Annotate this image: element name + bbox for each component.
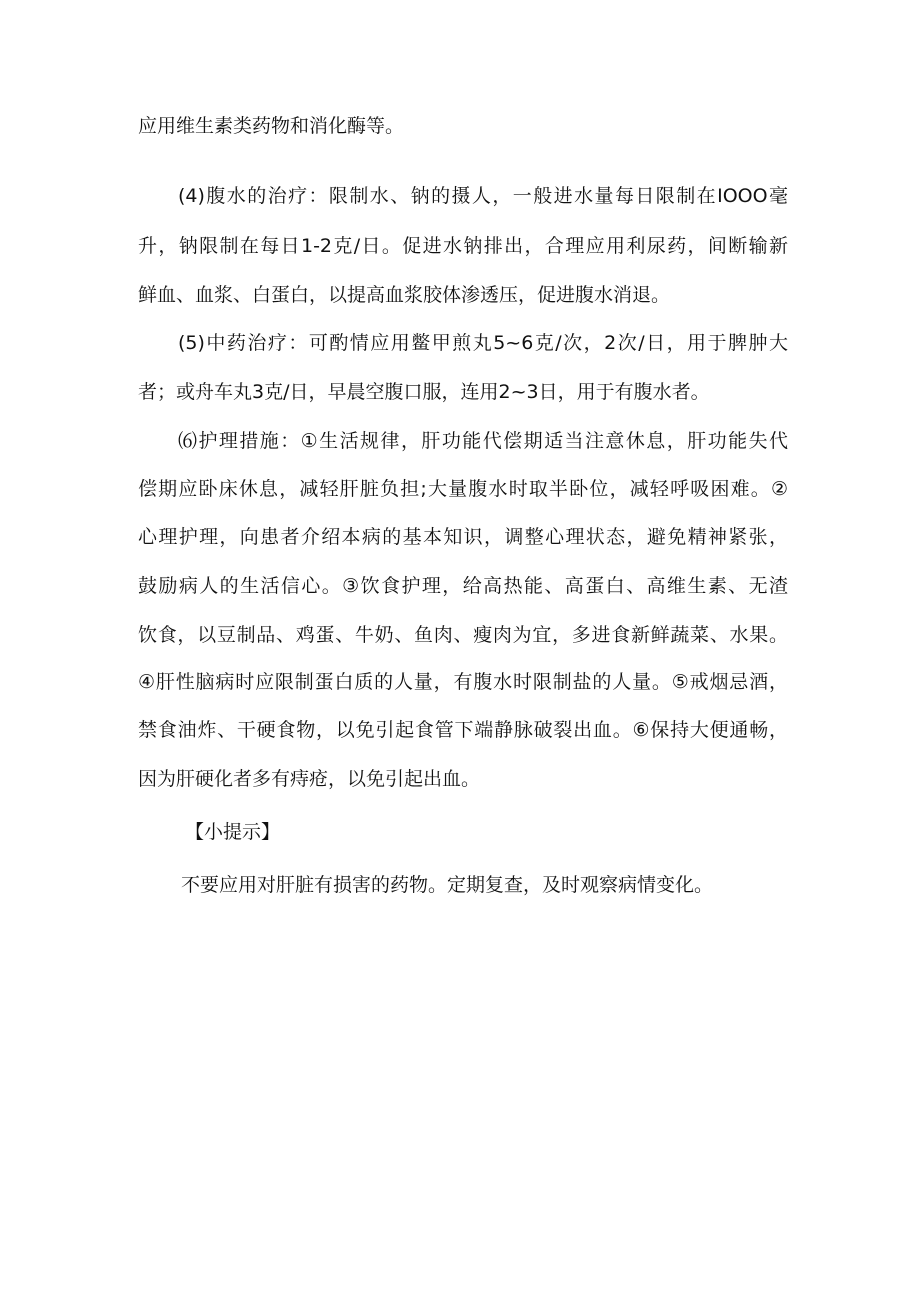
section4-line-3: 鲜血、血浆、白蛋白，以提高血浆胶体渗透压，促进腹水消退。: [138, 284, 671, 306]
section6-line-8: 因为肝硬化者多有痔疮，以免引起出血。: [138, 768, 481, 790]
section6-line-5: 饮食，以豆制品、鸡蛋、牛奶、鱼肉、瘦肉为宜，多进食新鲜蔬菜、水果。: [138, 624, 788, 646]
section6-line-3: 心理护理，向患者介绍本病的基本知识，调整心理状态，避免精神紧张，: [138, 526, 788, 548]
section5-line-2: 者；或舟车丸3克/日，早晨空腹口服，连用2~3日，用于有腹水者。: [138, 381, 710, 403]
section4-line-2: 升，钠限制在每日1-2克/日。促进水钠排出，合理应用利尿药，间断输新: [138, 235, 788, 257]
section6-line-7: 禁食油炸、干硬食物，以免引起食管下端静脉破裂出血。⑥保持大便通畅，: [138, 719, 788, 741]
section6-line-4: 鼓励病人的生活信心。③饮食护理，给高热能、高蛋白、高维生素、无渣: [138, 575, 788, 597]
tip-heading: 【小提示】: [185, 821, 281, 843]
tip-body: 不要应用对肝脏有损害的药物。定期复查，及时观察病情变化。: [181, 874, 714, 896]
section4-line-1: (4)腹水的治疗：限制水、钠的摄人，一般进水量每日限制在IOOO毫: [178, 185, 788, 207]
section6-line-2: 偿期应卧床休息，减轻肝脏负担;大量腹水时取半卧位，减轻呼吸困难。②: [138, 478, 788, 500]
section5-line-1: (5)中药治疗：可酌情应用鳖甲煎丸5~6克/次，2次/日，用于脾肿大: [178, 332, 788, 354]
intro-line: 应用维生素类药物和消化酶等。: [138, 115, 405, 137]
section6-line-6: ④肝性脑病时应限制蛋白质的人量，有腹水时限制盐的人量。⑤戒烟忌酒，: [138, 671, 788, 693]
section6-line-1: ⑹护理措施：①生活规律，肝功能代偿期适当注意休息，肝功能失代: [178, 430, 788, 452]
